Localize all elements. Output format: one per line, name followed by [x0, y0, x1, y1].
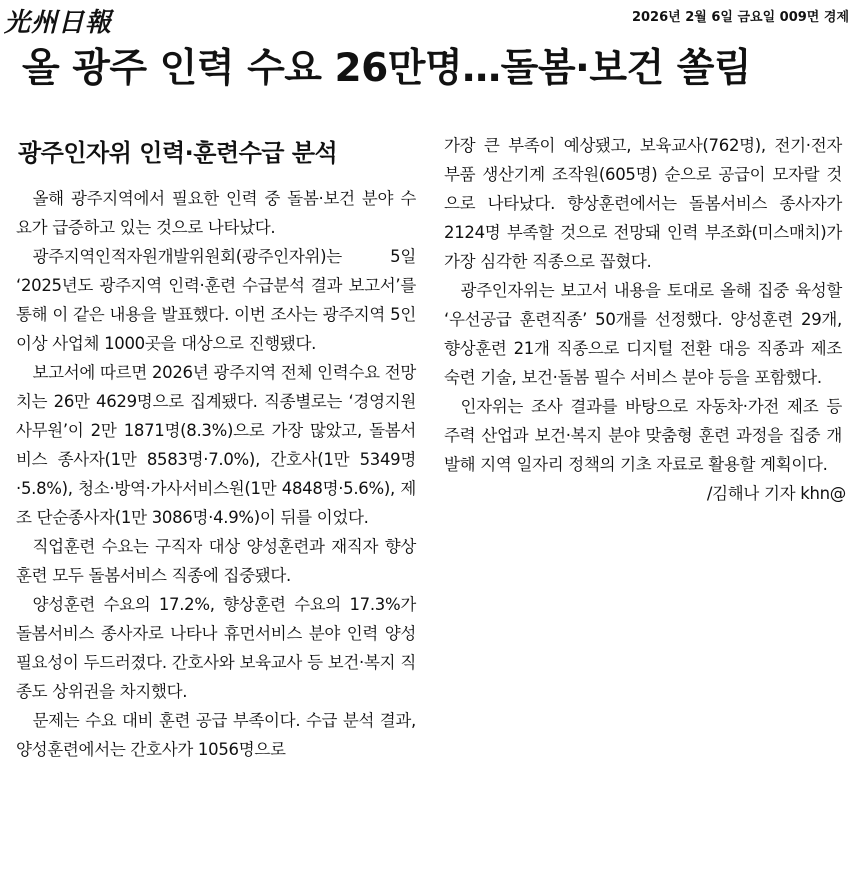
article-paragraph: 광주인자위는 보고서 내용을 토대로 올해 집중 육성할 ‘우선공급 훈련직종’ 50개를 선정했다. 양성훈련 29개, 향상훈련 21개 직종으로 디지털 전환 대응 직종과 제조 숙련 기술, 보건·돌봄 필수 서비스 분야 등을 포함했다. [444, 281, 842, 387]
article-subheadline: 광주인자위 인력·훈련수급 분석 [18, 139, 338, 167]
issue-info: 2026년 2월 6일 금요일 009면 경제 [631, 10, 849, 25]
article-headline: 올 광주 인력 수요 26만명…돌봄·보건 쏠림 [22, 46, 752, 91]
newspaper-masthead: 光州日報 [4, 8, 113, 38]
article-paragraph: 양성훈련 수요의 17.2%, 향상훈련 수요의 17.3%가 돌봄서비스 종사자로 나타나 휴먼서비스 분야 인력 양성 필요성이 두드러졌다. 간호사와 보육교사 등 보건·복지 직종도 상위권을 차지했다. [16, 595, 416, 701]
article-paragraph: 인자위는 조사 결과를 바탕으로 자동차·가전 제조 등 주력 산업과 보건·복지 분야 맞춤형 훈련 과정을 집중 개발해 지역 일자리 정책의 기초 자료로 활용할 계획이다. [444, 397, 842, 474]
article-paragraph: 올해 광주지역에서 필요한 인력 중 돌봄·보건 분야 수요가 급증하고 있는 것으로 나타났다. [16, 189, 416, 237]
article-paragraph: 보고서에 따르면 2026년 광주지역 전체 인력수요 전망치는 26만 4629명으로 집계됐다. 직종별로는 ‘경영지원 사무원’이 2만 1871명(8.3%)으로 가장 많았고, 돌봄서비스 종사자(1만 8583명·7.0%), 간호사(1만 5349명·5.8%), 청소·방역·가사서비스원(1만 4848명·5.6%), 제조 단순종사자(1만 3086명·4.9%)이 뒤를 이었다. [16, 363, 416, 527]
article-paragraph: 직업훈련 수요는 구직자 대상 양성훈련과 재직자 향상훈련 모두 돌봄서비스 직종에 집중됐다. [16, 537, 416, 585]
article-paragraph-continued: 가장 큰 부족이 예상됐고, 보육교사(762명), 전기·전자 부품 생산기계 조작원(605명) 순으로 공급이 모자랄 것으로 나타났다. 향상훈련에서는 돌봄서비스 종사자가 2124명 부족할 것으로 전망돼 인력 부조화(미스매치)가 가장 심각한 직종으로 꼽혔다. [444, 136, 842, 271]
article-paragraph: 광주지역인적자원개발위원회(광주인자위)는 5일 ‘2025년도 광주지역 인력·훈련 수급분석 결과 보고서’를 통해 이 같은 내용을 발표했다. 이번 조사는 광주지역 5인 이상 사업체 1000곳을 대상으로 진행됐다. [16, 247, 416, 353]
article-paragraph: 문제는 수요 대비 훈련 공급 부족이다. 수급 분석 결과, 양성훈련에서는 간호사가 1056명으로 [16, 711, 416, 759]
article-column-right [444, 131, 846, 508]
reporter-byline: /김해나 기자 khn@ [706, 484, 846, 503]
article-column-left [16, 130, 416, 764]
